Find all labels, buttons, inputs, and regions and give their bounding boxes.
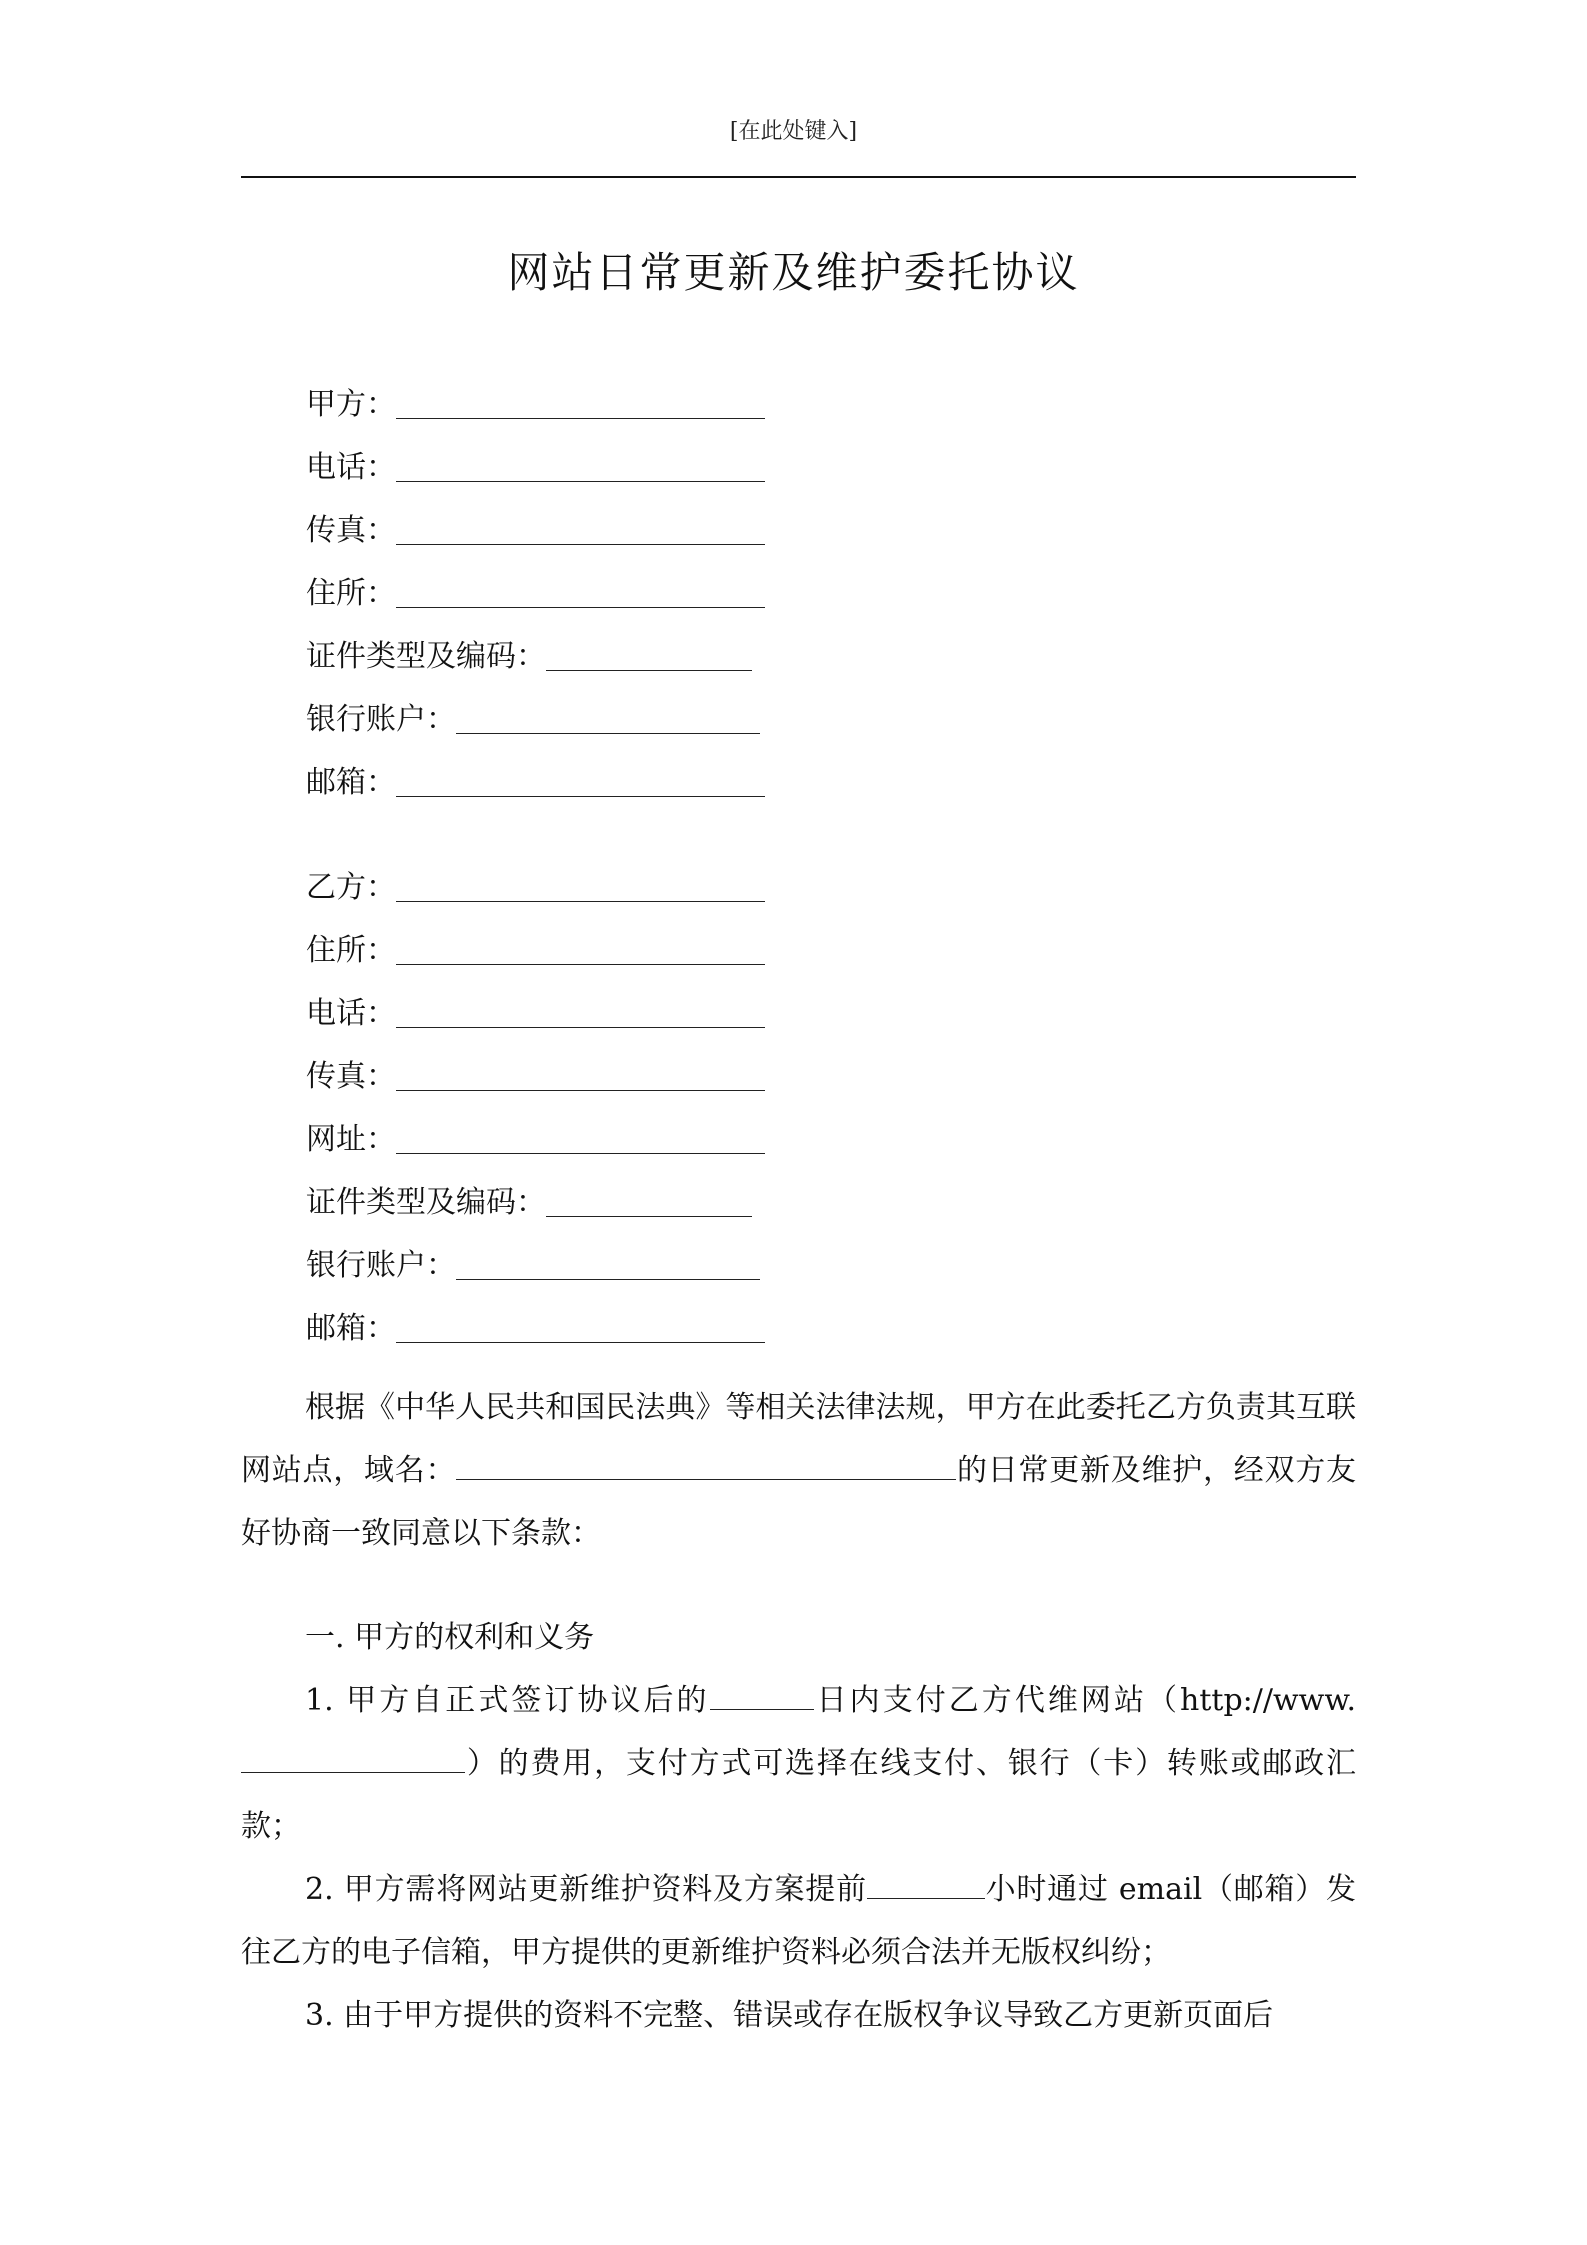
- clause-text: 2. 甲方需将网站更新维护资料及方案提前: [305, 1872, 867, 1907]
- fill-in-blank: [396, 1027, 765, 1028]
- fill-in-blank: [396, 544, 765, 545]
- party-a-phone-field: [306, 425, 906, 488]
- fill-in-blank: [456, 733, 760, 734]
- field-label: 证件类型及编码：: [306, 1185, 546, 1220]
- field-label: 邮箱：: [306, 765, 396, 800]
- document-title: 网站日常更新及维护委托协议: [507, 248, 1080, 297]
- clause-text: 3. 由于甲方提供的资料不完整、错误或存在版权争议导致乙方更新页面后: [305, 1998, 1274, 2033]
- header-rule: [241, 176, 1356, 178]
- field-label: 网址：: [306, 1122, 396, 1157]
- clause-text: 小时通过 email（邮箱）发往乙方的电子信箱，甲方提供的更新维护资料必须合法并无版权纠纷；: [241, 1872, 1356, 1970]
- field-label: 传真：: [306, 1059, 396, 1094]
- section-1: [241, 1606, 1356, 2047]
- party-b-website-field: [306, 1097, 906, 1160]
- fill-in-blank: [396, 1090, 765, 1091]
- clause-text: 日内支付乙方代维网站（http://www.: [813, 1683, 1356, 1718]
- clause-1-1: [241, 1669, 1356, 1858]
- clause-text: 1. 甲方自正式签订协议后的: [305, 1683, 710, 1718]
- fill-in-blank: [456, 1279, 760, 1280]
- party-a-id-field: [306, 614, 906, 677]
- intro-text-after: 的日常更新及维护，经双方友好协商一致同意以下条款：: [241, 1453, 1356, 1551]
- fill-in-blank: [396, 1342, 765, 1343]
- fill-in-blank: [396, 1153, 765, 1154]
- domain-blank: [456, 1449, 956, 1480]
- days-blank: [710, 1679, 814, 1710]
- field-label: 电话：: [306, 450, 396, 485]
- website-url-blank: [241, 1742, 465, 1773]
- fill-in-blank: [396, 796, 765, 797]
- section-1-title: 一. 甲方的权利和义务: [305, 1620, 595, 1655]
- party-b-address-field: [306, 908, 906, 971]
- party-b-phone-field: [306, 971, 906, 1034]
- field-label: 住所：: [306, 576, 396, 611]
- field-label: 银行账户：: [306, 702, 456, 737]
- party-b-email-field: [306, 1286, 906, 1349]
- clause-1-3: [241, 1984, 1356, 2047]
- fill-in-blank: [546, 1216, 752, 1217]
- hours-blank: [867, 1868, 985, 1899]
- field-label: 银行账户：: [306, 1248, 456, 1283]
- intro-text-before: 根据《中华人民共和国民法典》等相关法律法规，甲方在此委托乙方负责其互联网站点，域名：: [241, 1390, 1356, 1488]
- field-label: 证件类型及编码：: [306, 639, 546, 674]
- party-b-name-field: [306, 845, 906, 908]
- fill-in-blank: [396, 964, 765, 965]
- field-label: 邮箱：: [306, 1311, 396, 1346]
- fill-in-blank: [396, 607, 765, 608]
- field-label: 电话：: [306, 996, 396, 1031]
- fill-in-blank: [396, 901, 765, 902]
- clause-text: ）的费用，支付方式可选择在线支付、银行（卡）转账或邮政汇款；: [241, 1746, 1356, 1844]
- party-b-fax-field: [306, 1034, 906, 1097]
- party-a-email-field: [306, 740, 906, 803]
- party-a-fax-field: [306, 488, 906, 551]
- party-b-block: [306, 845, 906, 1349]
- party-a-name-field: [306, 362, 906, 425]
- page-header-text: [在此处键入]: [729, 119, 858, 144]
- party-a-block: [306, 362, 906, 803]
- field-label: 住所：: [306, 933, 396, 968]
- field-label: 传真：: [306, 513, 396, 548]
- party-a-address-field: [306, 551, 906, 614]
- intro-paragraph: [241, 1376, 1356, 1565]
- party-b-id-field: [306, 1160, 906, 1223]
- party-b-bank-field: [306, 1223, 906, 1286]
- fill-in-blank: [546, 670, 752, 671]
- field-label: 甲方：: [306, 387, 396, 422]
- field-label: 乙方：: [306, 870, 396, 905]
- fill-in-blank: [396, 418, 765, 419]
- party-a-bank-field: [306, 677, 906, 740]
- fill-in-blank: [396, 481, 765, 482]
- clause-1-2: [241, 1858, 1356, 1984]
